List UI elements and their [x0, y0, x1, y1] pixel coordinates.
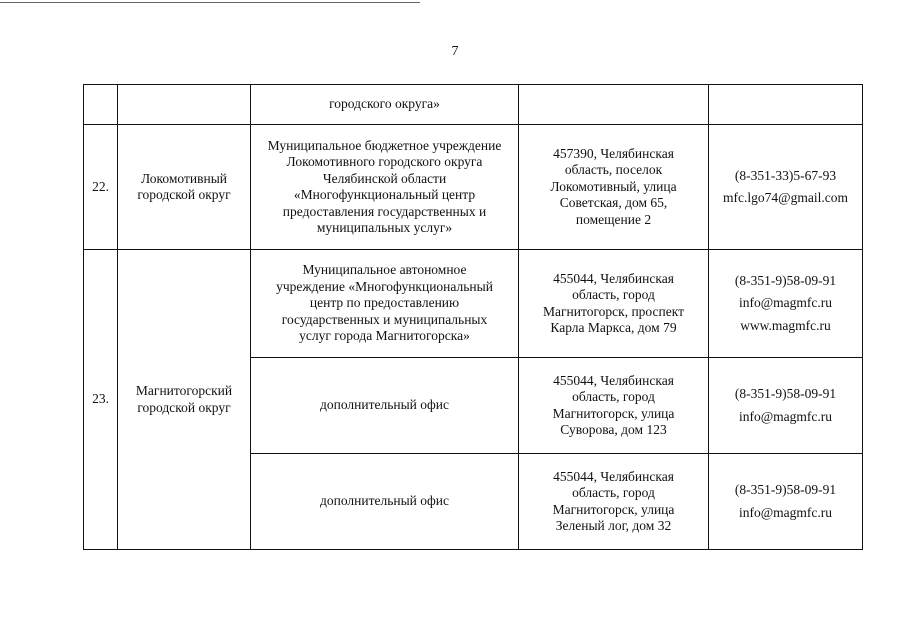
address-line: область, город [572, 389, 655, 404]
email-link[interactable]: mfc.lgo74@gmail.com [723, 190, 848, 205]
address-line: Локомотивный, улица [550, 178, 677, 194]
email-link[interactable]: info@magmfc.ru [738, 408, 833, 424]
table-row [84, 125, 863, 250]
row-number-cell: 22. [84, 125, 118, 250]
org-line: городского округа» [329, 96, 440, 112]
phone-text: (8-351-9)58-09-91 [734, 272, 837, 288]
row-number-cell: 23. [84, 250, 118, 550]
address-line: Зеленый лог, дом 32 [555, 518, 672, 533]
org-cell [251, 250, 519, 358]
table-row [84, 85, 863, 125]
org-cell [251, 358, 519, 454]
address-line: 455044, Челябинская [553, 372, 674, 388]
phone-text: (8-351-33)5-67-93 [734, 167, 837, 183]
contacts-cell [709, 85, 863, 125]
org-line: дополнительный офис [320, 493, 449, 509]
org-line: Челябинской области [322, 170, 447, 186]
contacts-cell [709, 125, 863, 250]
address-line: область, поселок [564, 162, 663, 178]
org-line: предоставления государственных и [282, 203, 487, 219]
address-cell [519, 125, 709, 250]
district-cell [118, 85, 251, 125]
org-cell [251, 125, 519, 250]
org-line: центр по предоставлению [309, 295, 460, 311]
district-line: Локомотивный [140, 170, 228, 186]
org-cell [251, 454, 519, 550]
org-line: Муниципальное бюджетное учреждение [267, 137, 502, 153]
org-line: Муниципальное автономное [302, 262, 467, 278]
org-line: услуг города Магнитогорска» [299, 328, 470, 344]
address-line: Магнитогорск, улица [552, 501, 675, 517]
website-link[interactable]: www.magmfc.ru [740, 317, 831, 333]
address-line: Магнитогорск, проспект [542, 303, 684, 319]
mfc-table [83, 84, 863, 550]
address-line: область, город [572, 485, 655, 500]
address-cell [519, 358, 709, 454]
email-link[interactable]: info@magmfc.ru [738, 504, 833, 520]
org-line: дополнительный офис [320, 397, 449, 413]
address-line: область, город [572, 287, 655, 302]
phone-text: (8-351-9)58-09-91 [734, 386, 837, 401]
phone-text: (8-351-9)58-09-91 [734, 482, 837, 497]
address-cell [519, 85, 709, 125]
address-line: 455044, Челябинская [553, 468, 674, 484]
org-line: Локомотивного городского округа [286, 154, 483, 169]
district-cell [118, 125, 251, 250]
address-line: Советская, дом 65, [559, 195, 668, 211]
address-line: помещение 2 [575, 211, 652, 227]
org-line: муниципальных услуг» [316, 220, 453, 235]
contacts-cell [709, 250, 863, 358]
org-line: учреждение «Многофункциональный [276, 278, 493, 294]
top-rule [0, 2, 420, 3]
district-line: Магнитогорский [135, 383, 233, 398]
address-cell [519, 250, 709, 358]
org-line: «Многофункциональный центр [293, 187, 476, 202]
org-cell [251, 85, 519, 125]
district-line: городской округ [137, 399, 231, 415]
page-number: 7 [451, 44, 459, 59]
district-cell [118, 250, 251, 550]
contacts-cell [709, 358, 863, 454]
table-row [84, 250, 863, 358]
address-cell [519, 454, 709, 550]
address-line: Магнитогорск, улица [552, 405, 675, 421]
contacts-cell [709, 454, 863, 550]
address-line: Суворова, дом 123 [560, 422, 667, 437]
org-line: государственных и муниципальных [281, 311, 488, 327]
email-link[interactable]: info@magmfc.ru [738, 295, 833, 311]
address-line: 455044, Челябинская [553, 270, 674, 286]
row-number-cell [84, 85, 118, 125]
address-line: 457390, Челябинская [553, 145, 674, 161]
district-line: городской округ [137, 187, 231, 202]
address-line: Карла Маркса, дом 79 [550, 320, 677, 335]
